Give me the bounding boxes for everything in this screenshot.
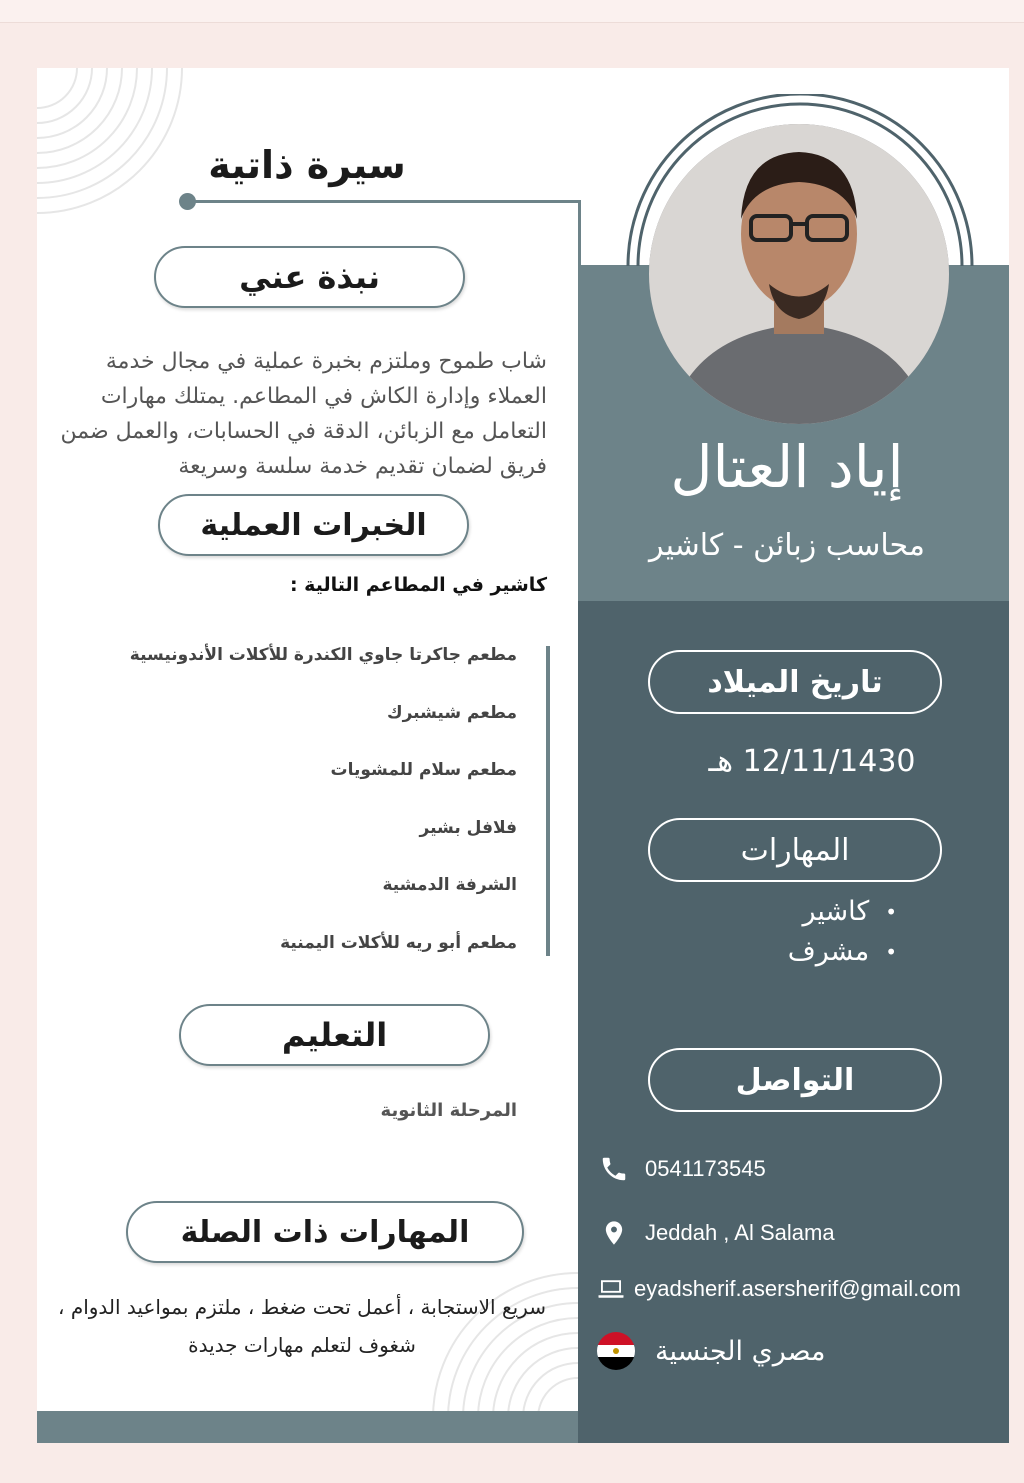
contact-phone[interactable]: 0541173545 <box>597 1152 766 1186</box>
egypt-flag-icon <box>597 1332 635 1370</box>
list-item: • كاشير <box>802 896 897 927</box>
profile-name: إياد العتال <box>670 433 904 501</box>
page-title: سيرة ذاتية <box>208 143 406 187</box>
experience-divider <box>546 646 550 956</box>
related-skills-heading: المهارات ذات الصلة <box>126 1201 524 1263</box>
profile-photo <box>649 124 949 424</box>
about-text: شاب طموح وملتزم بخبرة عملية في مجال خدمة العملاء وإدارة الكاش في المطاعم. يمتلك مهارات التعامل مع الزبائن، الدقة في الحسابات، والعمل ضمن فريق لضمان تقديم خدمة سلسة وسريعة <box>60 349 547 479</box>
experience-list <box>77 640 517 985</box>
job-title: محاسب زبائن - كاشير <box>649 528 925 563</box>
birth-date: 12/11/1430 هـ <box>708 744 916 779</box>
list-item: مطعم أبو ريه للأكلات اليمنية <box>280 932 517 953</box>
education-text: المرحلة الثانوية <box>380 1100 517 1121</box>
laptop-icon <box>594 1272 628 1306</box>
related-skills-text: سريع الاستجابة ، أعمل تحت ضغط ، ملتزم بمواعيد الدوام ، شغوف لتعلم مهارات جديدة <box>58 1295 546 1357</box>
location-pin-icon <box>597 1216 631 1250</box>
about-heading: نبذة عني <box>154 246 465 308</box>
phone-icon <box>597 1152 631 1186</box>
contact-location: Jeddah , Al Salama <box>597 1216 835 1250</box>
list-item: مطعم شيشبرك <box>387 702 517 723</box>
contact-email[interactable]: eyadsherif.asersherif@gmail.com <box>594 1272 961 1306</box>
list-item: فلافل بشير <box>419 817 517 838</box>
sidebar-column <box>578 601 1009 1443</box>
skills-heading: المهارات <box>648 818 942 882</box>
list-item: • مشرف <box>787 936 897 967</box>
list-item: مطعم سلام للمشويات <box>330 760 517 780</box>
birth-heading: تاريخ الميلاد <box>648 650 942 714</box>
title-connector-drop <box>578 200 581 265</box>
experience-heading: الخبرات العملية <box>158 494 469 556</box>
education-heading: التعليم <box>179 1004 490 1066</box>
experience-subheading: كاشير في المطاعم التالية : <box>289 574 547 596</box>
bottom-strip <box>37 1411 578 1443</box>
resume-page <box>37 68 1009 1443</box>
skills-list <box>677 892 897 972</box>
list-item: الشرفة الدمشية <box>382 875 517 895</box>
top-bar <box>0 0 1024 23</box>
contact-nationality: مصري الجنسية <box>597 1332 826 1370</box>
contact-heading: التواصل <box>648 1048 942 1112</box>
list-item: مطعم جاكرتا جاوي الكندرة للأكلات الأندونيسية <box>129 645 517 665</box>
title-connector-line <box>187 200 581 203</box>
title-connector-dot <box>179 193 196 210</box>
